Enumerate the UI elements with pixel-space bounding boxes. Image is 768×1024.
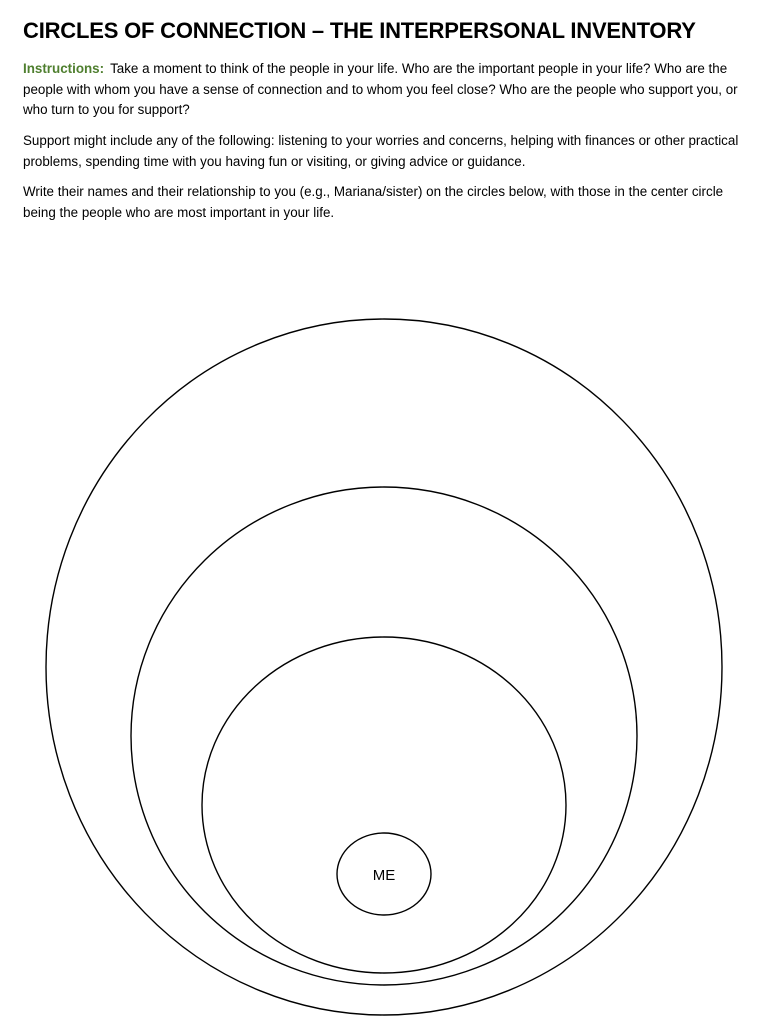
instructions-text: Take a moment to think of the people in your life. Who are the important people in your life? Who are the people with whom you have a sense of connection and to whom you feel close? Who are the people who support you, or who turn to you for support? — [23, 61, 738, 117]
middle-circle[interactable] — [131, 487, 637, 985]
outer-circle[interactable] — [46, 319, 722, 1015]
inner-circle[interactable] — [202, 637, 566, 973]
support-paragraph: Support might include any of the following: listening to your worries and concerns, helping with finances or other practical problems, spending time with you having fun or visiting, or giving advice or guidance. — [23, 133, 739, 169]
page-title: CIRCLES OF CONNECTION – THE INTERPERSONAL INVENTORY — [23, 18, 696, 43]
me-label: ME — [372, 867, 396, 884]
write-paragraph: Write their names and their relationship to you (e.g., Mariana/sister) on the circles below, with those in the center circle being the people who are most important in your life. — [23, 184, 724, 220]
instructions-label: Instructions: — [23, 61, 105, 76]
